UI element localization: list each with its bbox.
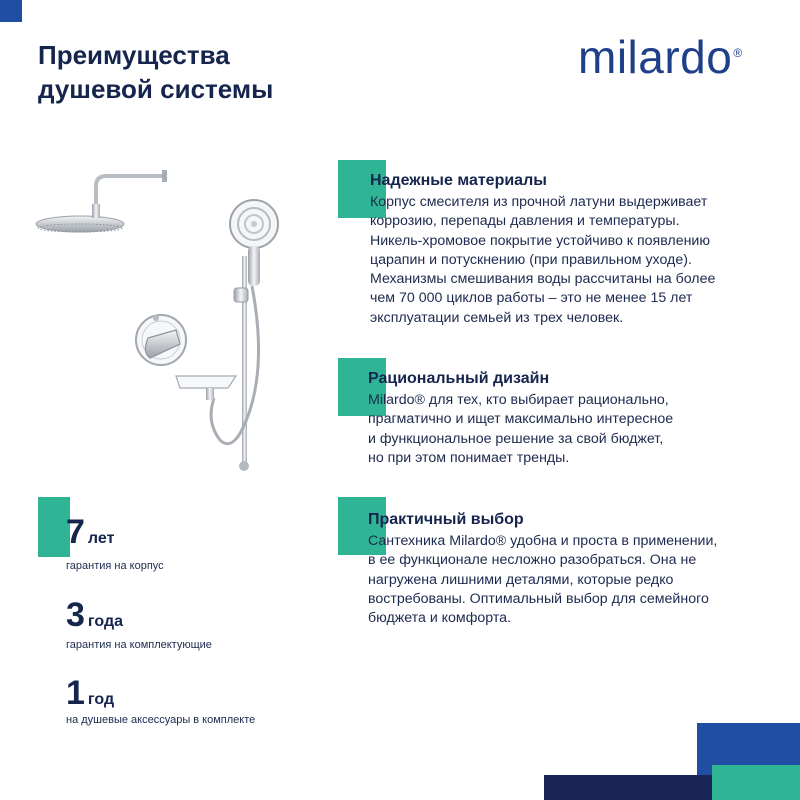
brand-logo-text: milardo bbox=[578, 31, 733, 83]
registered-mark: ® bbox=[733, 45, 743, 60]
page-title bbox=[38, 38, 358, 106]
corner-decoration-navy bbox=[544, 775, 714, 800]
feature-title: Практичный выбор bbox=[368, 511, 524, 528]
feature-line: коррозию, перепады давления и температуры. bbox=[370, 213, 680, 230]
stat-description: на душевые аксессуары в комплекте bbox=[66, 714, 256, 726]
feature-line: и функциональное решение за свой бюджет, bbox=[368, 430, 664, 447]
stat-unit: лет bbox=[87, 530, 115, 547]
shower-hose bbox=[211, 286, 258, 444]
stat-number: 3 bbox=[66, 596, 85, 634]
stat-unit: года bbox=[87, 613, 123, 630]
feature-line: Никель-хромовое покрытие устойчиво к появлению bbox=[370, 232, 710, 249]
rain-shower-head bbox=[36, 170, 167, 232]
feature-line: прагматично и ищет максимально интересное bbox=[368, 411, 674, 428]
mixer-control bbox=[136, 315, 186, 365]
feature-text bbox=[368, 532, 717, 628]
feature-line: в ее функционале несложно разобраться. Она не bbox=[368, 552, 697, 569]
stat-accessories-warranty bbox=[66, 674, 114, 713]
stat-unit: год bbox=[87, 691, 115, 708]
page-title-line-1: Преимущества bbox=[38, 40, 230, 70]
feature-text bbox=[370, 193, 715, 328]
feature-line: эксплуатации семьей из трех человек. bbox=[370, 309, 624, 326]
feature-title: Рациональный дизайн bbox=[368, 370, 550, 387]
feature-line: востребованы. Оптимальный выбор для семейного bbox=[368, 590, 709, 607]
stat-parts-warranty bbox=[66, 596, 123, 635]
feature-line: Корпус смесителя из прочной латуни выдерживает bbox=[370, 194, 708, 210]
shelf bbox=[176, 376, 236, 400]
feature-title: Надежные материалы bbox=[370, 172, 547, 189]
feature-line: нагружена лишними деталями, которые редко bbox=[368, 571, 674, 588]
shower-system-illustration bbox=[30, 160, 320, 480]
feature-line: Milardo® для тех, кто выбирает рационально, bbox=[368, 392, 669, 408]
feature-line: Механизмы смешивания воды рассчитаны на более bbox=[370, 271, 716, 288]
stat-body-warranty bbox=[66, 513, 114, 552]
feature-line: Сантехника Milardo® удобна и проста в применении, bbox=[368, 533, 718, 549]
stat-number: 7 bbox=[66, 513, 85, 551]
brand-logo bbox=[578, 30, 743, 84]
corner-decoration bbox=[0, 0, 22, 22]
stat-number: 1 bbox=[66, 674, 85, 712]
corner-decoration-teal bbox=[712, 765, 800, 800]
feature-text bbox=[368, 391, 673, 468]
stat-description: гарантия на корпус bbox=[66, 560, 164, 572]
feature-line: чем 70 000 циклов работы – это не менее 15 лет bbox=[370, 290, 693, 307]
page-title-line-2: душевой системы bbox=[38, 74, 274, 104]
feature-line: бюджета и комфорта. bbox=[368, 610, 512, 627]
hand-shower bbox=[230, 200, 278, 286]
stat-description: гарантия на комплектующие bbox=[66, 639, 212, 651]
feature-line: царапин и потускнению (при правильном уходе). bbox=[370, 251, 692, 268]
feature-line: но при этом понимает тренды. bbox=[368, 449, 570, 466]
